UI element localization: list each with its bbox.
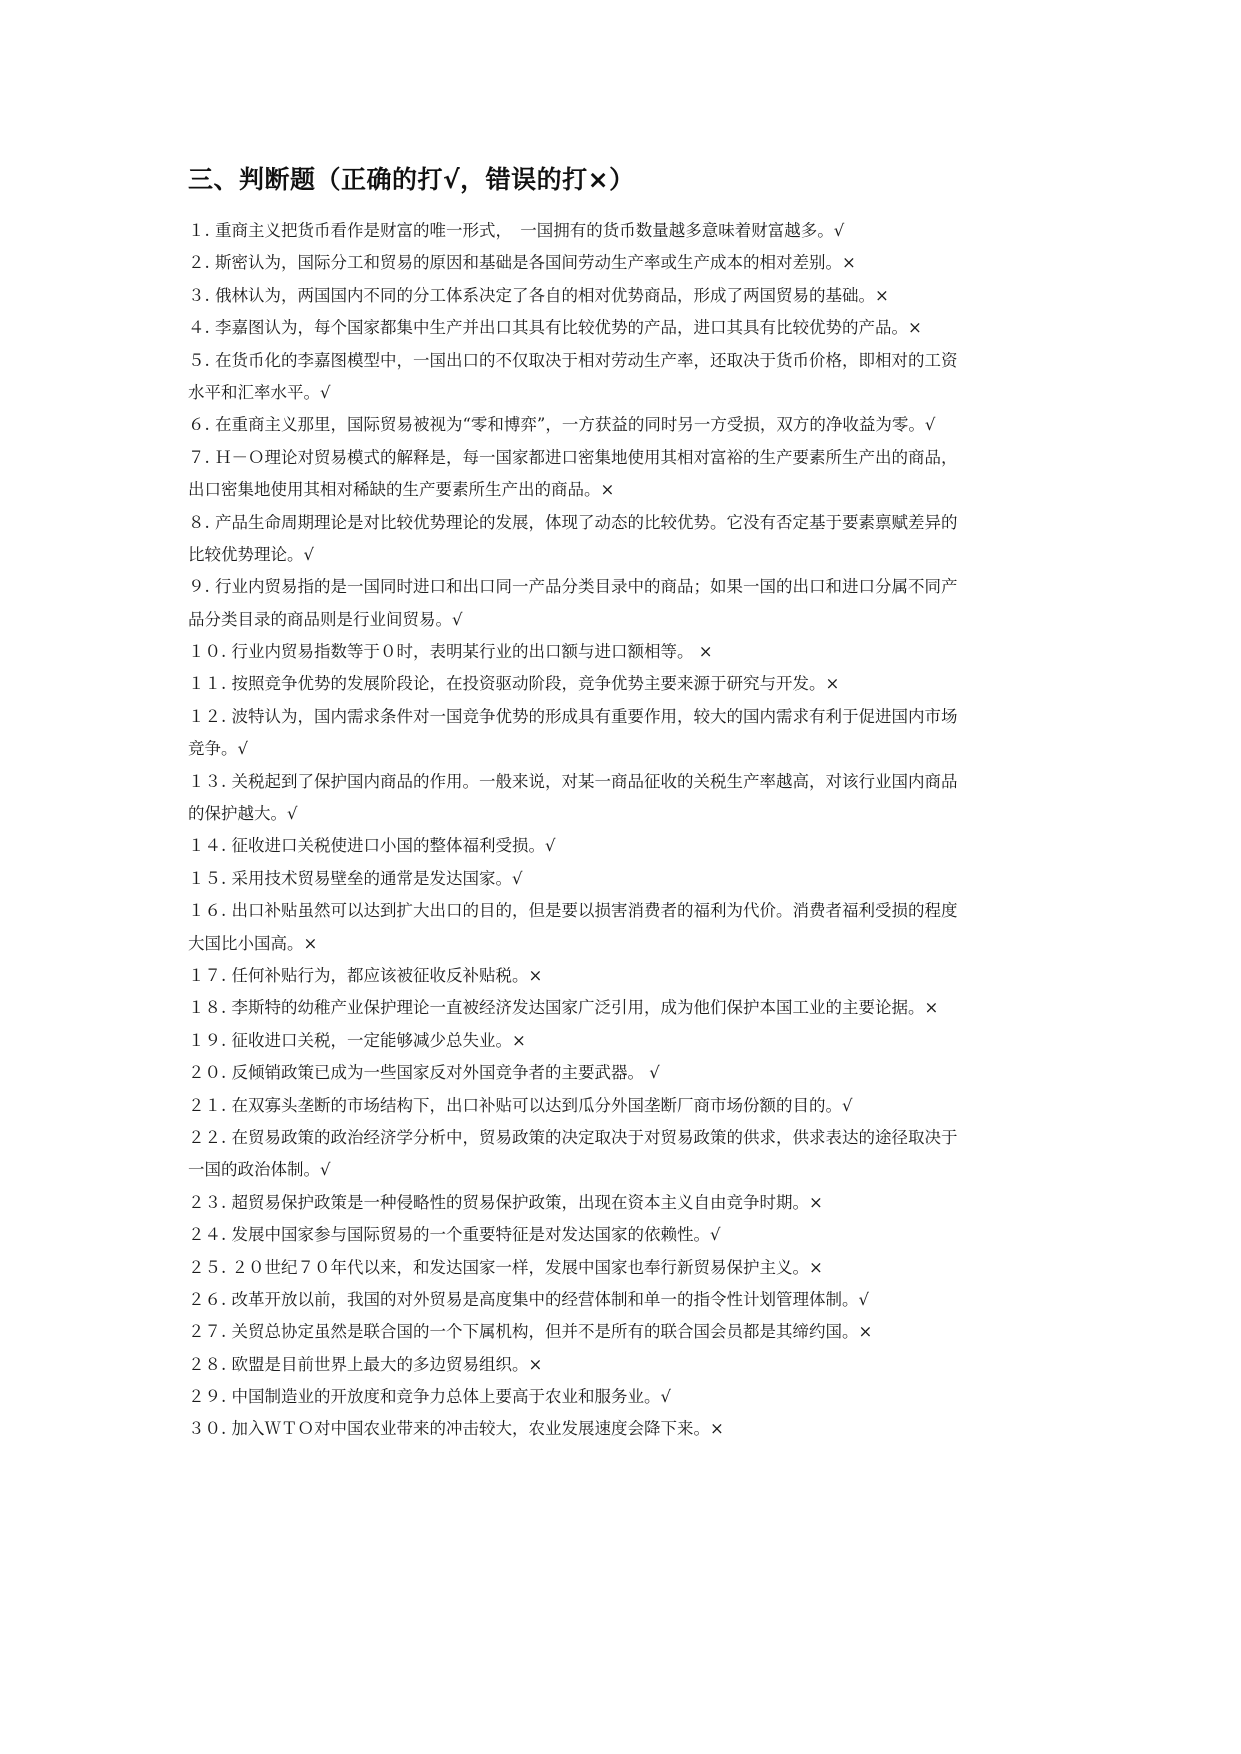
- question-text-line: 品分类目录的商品则是行业间贸易。√: [188, 609, 463, 629]
- question-item: [188, 668, 1056, 700]
- question-text-line: ２. 斯密认为，国际分工和贸易的原因和基础是各国间劳动生产率或生产成本的相对差别。×: [188, 253, 856, 273]
- question-text-line: ２９. 中国制造业的开放度和竞争力总体上要高于农业和服务业。√: [188, 1387, 672, 1407]
- question-text-line: ２６. 改革开放以前，我国的对外贸易是高度集中的经营体制和单一的指令性计划管理体制。√: [188, 1289, 870, 1309]
- question-text-line: ２１. 在双寡头垄断的市场结构下，出口补贴可以达到瓜分外国垄断厂商市场份额的目的。√: [188, 1095, 853, 1115]
- question-item: [188, 766, 1056, 831]
- question-text-line: １４. 征收进口关税使进口小国的整体福利受损。√: [188, 836, 556, 856]
- question-item: [188, 636, 1056, 668]
- question-text-line: ２３. 超贸易保护政策是一种侵略性的贸易保护政策，出现在资本主义自由竞争时期。×: [188, 1192, 823, 1212]
- question-text-line: １６. 出口补贴虽然可以达到扩大出口的目的，但是要以损害消费者的福利为代价。消费者福利受损的程度: [188, 901, 958, 921]
- question-item: [188, 830, 1056, 862]
- question-text-line: １５. 采用技术贸易壁垒的通常是发达国家。√: [188, 868, 523, 888]
- question-item: [188, 1413, 1056, 1445]
- question-text-line: ２２. 在贸易政策的政治经济学分析中，贸易政策的决定取决于对贸易政策的供求，供求表达的途径取决于: [188, 1127, 958, 1147]
- question-item: [188, 507, 1056, 572]
- question-text-line: ６. 在重商主义那里，国际贸易被视为“零和博弈”，一方获益的同时另一方受损，双方的净收益为零。√: [188, 415, 936, 435]
- question-text-line: ３０. 加入ＷＴＯ对中国农业带来的冲击较大，农业发展速度会降下来。×: [188, 1419, 724, 1439]
- question-item: [188, 345, 1056, 410]
- question-item: [188, 992, 1056, 1024]
- section-title: 三、判断题（正确的打√，错误的打×）: [188, 165, 635, 194]
- question-item: [188, 312, 1056, 344]
- question-text-line: 一国的政治体制。√: [188, 1160, 331, 1180]
- question-item: [188, 409, 1056, 441]
- question-text-line: ８. 产品生命周期理论是对比较优势理论的发展，体现了动态的比较优势。它没有否定基于要素禀赋差异的: [188, 512, 958, 532]
- question-text-line: ２０. 反倾销政策已成为一些国家反对外国竞争者的主要武器。 √: [188, 1063, 660, 1083]
- question-item: [188, 701, 1056, 766]
- question-text-line: 的保护越大。√: [188, 804, 298, 824]
- question-item: [188, 1025, 1056, 1057]
- question-text-line: ３. 俄林认为，两国国内不同的分工体系决定了各自的相对优势商品，形成了两国贸易的基础。×: [188, 285, 889, 305]
- question-text-line: １７. 任何补贴行为，都应该被征收反补贴税。×: [188, 965, 543, 985]
- question-item: [188, 571, 1056, 636]
- question-text-line: １９. 征收进口关税，一定能够减少总失业。×: [188, 1030, 526, 1050]
- question-text-line: ７. Ｈ－Ｏ理论对贸易模式的解释是，每一国家都进口密集地使用其相对富裕的生产要素所生产出的商品，: [188, 447, 958, 467]
- question-item: [188, 1316, 1056, 1348]
- question-text-line: 竞争。√: [188, 739, 249, 759]
- question-text-line: １３. 关税起到了保护国内商品的作用。一般来说，对某一商品征收的关税生产率越高，对该行业国内商品: [188, 771, 958, 791]
- question-text-line: 比较优势理论。√: [188, 544, 315, 564]
- question-item: [188, 1349, 1056, 1381]
- question-item: [188, 895, 1056, 960]
- question-item: [188, 1381, 1056, 1413]
- question-item: [188, 1057, 1056, 1089]
- question-text-line: ２７. 关贸总协定虽然是联合国的一个下属机构，但并不是所有的联合国会员都是其缔约国。×: [188, 1322, 873, 1342]
- question-text-line: ２８. 欧盟是目前世界上最大的多边贸易组织。×: [188, 1354, 543, 1374]
- question-list: [188, 215, 1056, 1446]
- question-text-line: １１. 按照竞争优势的发展阶段论，在投资驱动阶段，竞争优势主要来源于研究与开发。×: [188, 674, 840, 694]
- question-item: [188, 1284, 1056, 1316]
- question-text-line: １２. 波特认为，国内需求条件对一国竞争优势的形成具有重要作用，较大的国内需求有利于促进国内市场: [188, 706, 958, 726]
- question-text-line: 水平和汇率水平。√: [188, 382, 331, 402]
- question-item: [188, 215, 1056, 247]
- question-item: [188, 247, 1056, 279]
- question-text-line: ２５. ２０世纪７０年代以来，和发达国家一样，发展中国家也奉行新贸易保护主义。×: [188, 1257, 823, 1277]
- question-text-line: １０. 行业内贸易指数等于０时，表明某行业的出口额与进口额相等。 ×: [188, 642, 713, 662]
- question-item: [188, 1122, 1056, 1187]
- question-item: [188, 280, 1056, 312]
- question-text-line: １. 重商主义把货币看作是财富的唯一形式， 一国拥有的货币数量越多意味着财富越多。√: [188, 221, 845, 240]
- question-text-line: ４. 李嘉图认为，每个国家都集中生产并出口其具有比较优势的产品，进口其具有比较优势的产品。×: [188, 318, 922, 338]
- question-text-line: 出口密集地使用其相对稀缺的生产要素所生产出的商品。×: [188, 480, 615, 500]
- question-text-line: ５. 在货币化的李嘉图模型中，一国出口的不仅取决于相对劳动生产率，还取决于货币价格，即相对的工资: [188, 350, 958, 370]
- question-item: [188, 1187, 1056, 1219]
- question-item: [188, 1090, 1056, 1122]
- question-text-line: 大国比小国高。×: [188, 933, 318, 953]
- question-item: [188, 863, 1056, 895]
- question-text-line: １８. 李斯特的幼稚产业保护理论一直被经济发达国家广泛引用，成为他们保护本国工业的主要论据。×: [188, 998, 939, 1018]
- question-text-line: ２４. 发展中国家参与国际贸易的一个重要特征是对发达国家的依赖性。√: [188, 1225, 721, 1245]
- question-item: [188, 1252, 1056, 1284]
- question-item: [188, 442, 1056, 507]
- question-text-line: ９. 行业内贸易指的是一国同时进口和出口同一产品分类目录中的商品；如果一国的出口和进口分属不同产: [188, 577, 958, 597]
- question-item: [188, 1219, 1056, 1251]
- question-item: [188, 960, 1056, 992]
